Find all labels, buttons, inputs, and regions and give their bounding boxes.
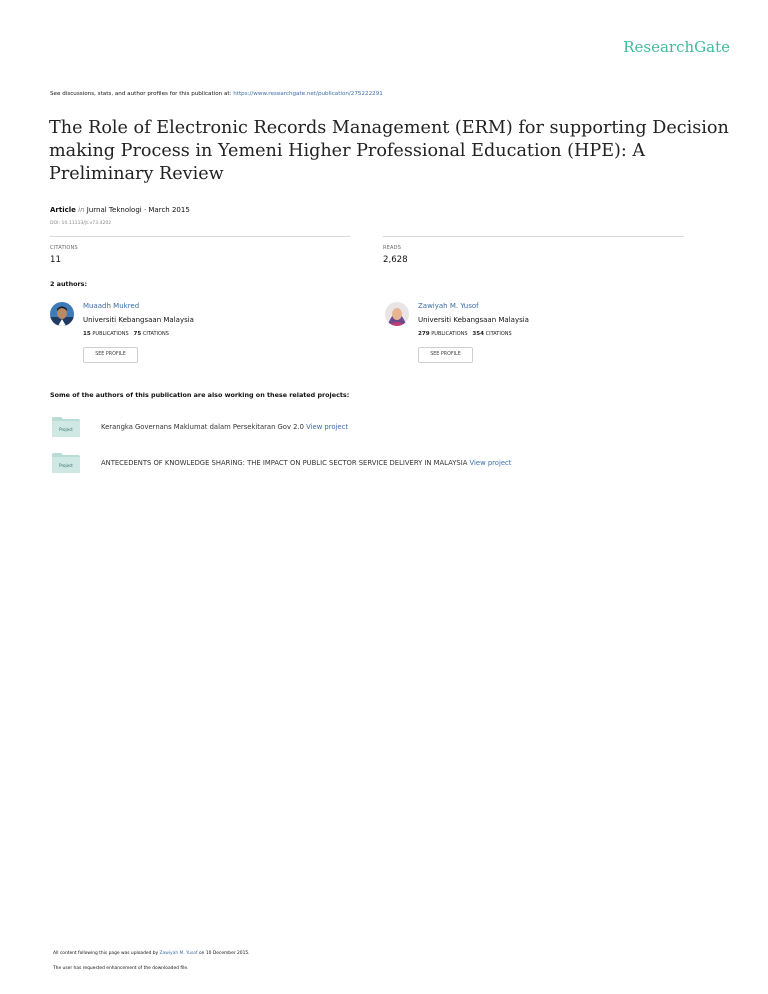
enhancement-note: The user has requested enhancement of the downloaded file.: [53, 966, 189, 971]
see-profile-button[interactable]: SEE PROFILE: [418, 347, 473, 363]
project-title-line: [101, 423, 348, 431]
publication-title: The Role of Electronic Records Management (ERM) for supporting Decision making Process in Yemeni Higher Professional Education (HPE): A Preliminary Review: [49, 118, 729, 184]
author-stats: [418, 331, 512, 337]
author-publications-count: 279: [418, 331, 430, 337]
project-folder-icon[interactable]: [52, 417, 80, 437]
reads-label: READS: [383, 245, 402, 251]
researchgate-logo[interactable]: ResearchGate: [623, 38, 730, 56]
author-citations-label: CITATIONS: [485, 331, 512, 337]
discussion-note: [50, 91, 383, 97]
author-citations-count: 75: [133, 331, 142, 337]
author-institution: Universiti Kebangsaan Malaysia: [418, 316, 529, 324]
citations-value: 11: [50, 255, 61, 265]
avatar-image: [385, 302, 409, 326]
publication-in: in: [78, 206, 85, 214]
author-stats: [83, 331, 169, 337]
author-citations-count: 354: [472, 331, 485, 337]
project-folder-icon[interactable]: [52, 453, 80, 473]
uploader-link[interactable]: Zawiyah M. Yusof: [159, 951, 198, 956]
divider-right: [383, 236, 684, 237]
publication-journal: Jurnal Teknologi · March 2015: [86, 206, 190, 214]
see-profile-button[interactable]: SEE PROFILE: [83, 347, 138, 363]
publication-doi: DOI: 10.11113/jt.v73.4202: [50, 221, 112, 226]
related-projects-heading: Some of the authors of this publication are also working on these related projects:: [50, 391, 350, 399]
authors-heading: 2 authors:: [50, 280, 88, 288]
upload-prefix: All content following this page was uploaded by: [53, 951, 160, 956]
author-name-link[interactable]: Zawiyah M. Yusof: [418, 302, 479, 310]
avatar-image: [50, 302, 74, 326]
citations-label: CITATIONS: [50, 245, 78, 251]
author-publications-count: 15: [83, 331, 91, 337]
upload-suffix: on 10 December 2015.: [197, 951, 250, 956]
author-institution: Universiti Kebangsaan Malaysia: [83, 316, 194, 324]
author-avatar[interactable]: [50, 302, 74, 326]
author-publications-label: PUBLICATIONS: [92, 331, 129, 337]
author-citations-label: CITATIONS: [142, 331, 169, 337]
publication-url-link[interactable]: https://www.researchgate.net/publication/275222291: [233, 91, 383, 97]
discussion-text: See discussions, stats, and author profiles for this publication at:: [50, 91, 234, 97]
project-badge: Project: [59, 463, 73, 468]
author-name-link[interactable]: Muaadh Mukred: [83, 302, 140, 310]
view-project-link[interactable]: View project: [469, 459, 512, 467]
author-avatar[interactable]: [385, 302, 409, 326]
author-publications-label: PUBLICATIONS: [431, 331, 468, 337]
publication-meta: [50, 206, 190, 214]
view-project-link[interactable]: View project: [306, 423, 349, 431]
reads-value: 2,628: [383, 255, 408, 265]
project-badge: Project: [59, 427, 73, 432]
project-title: ANTECEDENTS OF KNOWLEDGE SHARING: THE IMPACT ON PUBLIC SECTOR SERVICE DELIVERY IN MALAYSIA: [101, 459, 468, 467]
project-title-line: [101, 459, 511, 467]
project-title: Kerangka Governans Maklumat dalam Persekitaran Gov 2.0: [101, 423, 304, 431]
upload-note: [53, 951, 250, 956]
publication-type: Article: [50, 206, 76, 214]
divider-left: [50, 236, 350, 237]
